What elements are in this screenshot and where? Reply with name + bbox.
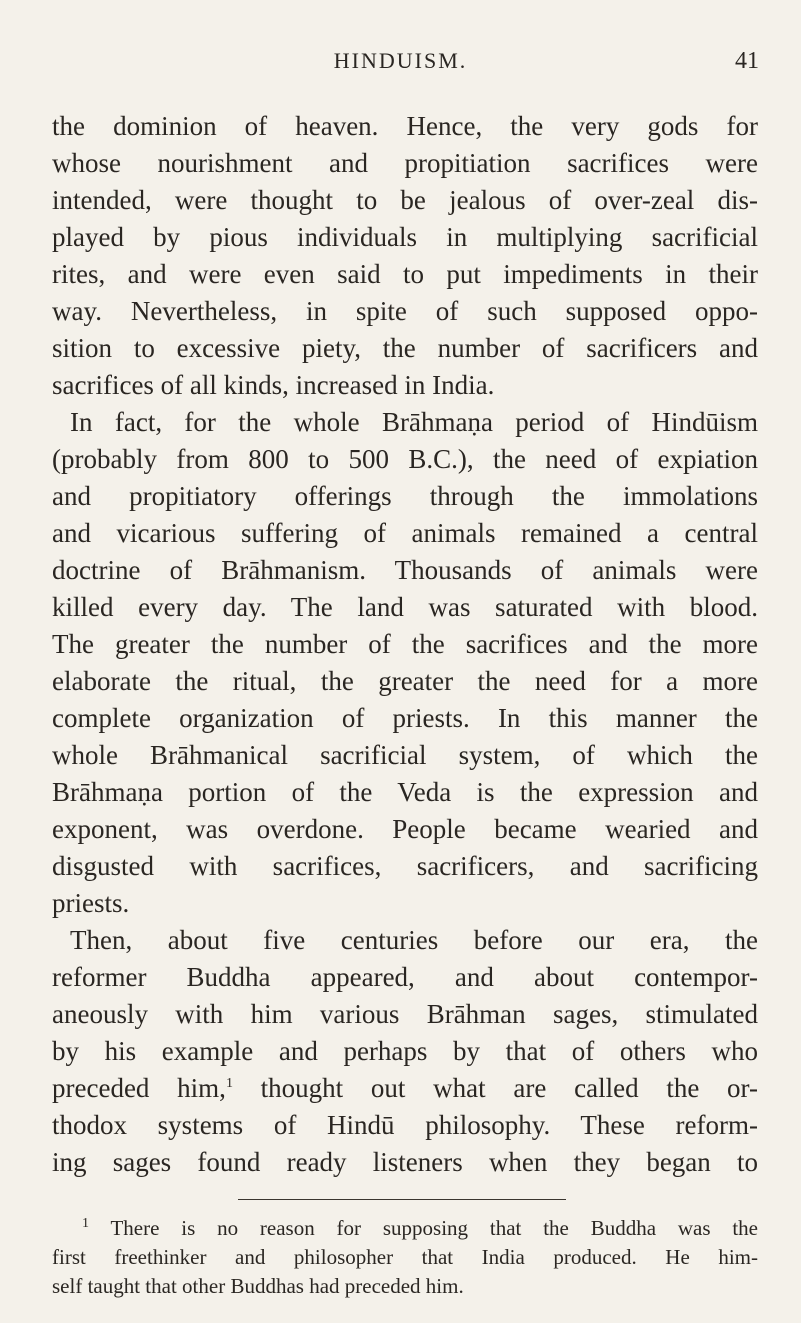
page-number: 41 <box>735 48 759 74</box>
text-line: Then, about five centuries before our era, the <box>70 925 758 955</box>
text-line: by his example and perhaps by that of others who <box>52 1036 758 1066</box>
text-line-with-footnote-ref <box>52 1070 758 1107</box>
text-line: (probably from 800 to 500 B.C.), the need of expiation <box>52 444 758 474</box>
text-line: Brāhmaṇa portion of the Veda is the expression and <box>52 777 758 807</box>
text-line: thodox systems of Hindū philosophy. These reform- <box>52 1110 758 1140</box>
text-line: sacrifices of all kinds, increased in India. <box>52 370 495 400</box>
text-line: played by pious individuals in multiplying sacrificial <box>52 222 758 252</box>
text-line: sition to excessive piety, the number of sacrificers and <box>52 333 758 363</box>
running-head: HINDUISM. <box>333 48 468 73</box>
text-line: intended, were thought to be jealous of over-zeal dis- <box>52 185 758 215</box>
text-line: The greater the number of the sacrifices and the more <box>52 629 758 659</box>
text-line: and propitiatory offerings through the immolations <box>52 481 758 511</box>
text-line: the dominion of heaven. Hence, the very gods for <box>52 111 758 141</box>
text-line: priests. <box>52 888 130 918</box>
footnote-line: first freethinker and philosopher that India produced. He him- <box>52 1245 758 1269</box>
text-line: and vicarious suffering of animals remained a central <box>52 518 758 548</box>
text-line: rites, and were even said to put impediments in their <box>52 259 758 289</box>
text-line: disgusted with sacrifices, sacrificers, and sacrificing <box>52 851 758 881</box>
page-header <box>0 48 801 78</box>
text-line: reformer Buddha appeared, and about contempor- <box>52 962 758 992</box>
footnote-line <box>52 1214 758 1243</box>
body-text <box>52 108 758 1181</box>
text-line: way. Nevertheless, in spite of such supposed oppo- <box>52 296 758 326</box>
footnote <box>52 1214 758 1301</box>
footnote-line: self taught that other Buddhas had preceded him. <box>52 1274 464 1298</box>
text-line: exponent, was overdone. People became wearied and <box>52 814 758 844</box>
text-line: elaborate the ritual, the greater the need for a more <box>52 666 758 696</box>
text-line: doctrine of Brāhmanism. Thousands of animals were <box>52 555 758 585</box>
text-line: killed every day. The land was saturated with blood. <box>52 592 758 622</box>
text-line: ing sages found ready listeners when they began to <box>52 1147 758 1177</box>
text-line: whole Brāhmanical sacrificial system, of which the <box>52 740 758 770</box>
text-line: whose nourishment and propitiation sacrifices were <box>52 148 758 178</box>
text-line: complete organization of priests. In this manner the <box>52 703 758 733</box>
footnote-divider <box>238 1199 566 1200</box>
text-line: In fact, for the whole Brāhmaṇa period of Hindūism <box>70 407 758 437</box>
footnote-marker: 1 <box>82 1216 89 1231</box>
footnote-reference: 1 <box>225 1076 233 1091</box>
footnote-text: There is no reason for supposing that the Buddha was the <box>110 1216 758 1240</box>
text-line: aneously with him various Brāhman sages, stimulated <box>52 999 758 1029</box>
text-fragment: thought out what are called the or- <box>232 1073 758 1103</box>
text-fragment: preceded him, <box>52 1073 226 1103</box>
